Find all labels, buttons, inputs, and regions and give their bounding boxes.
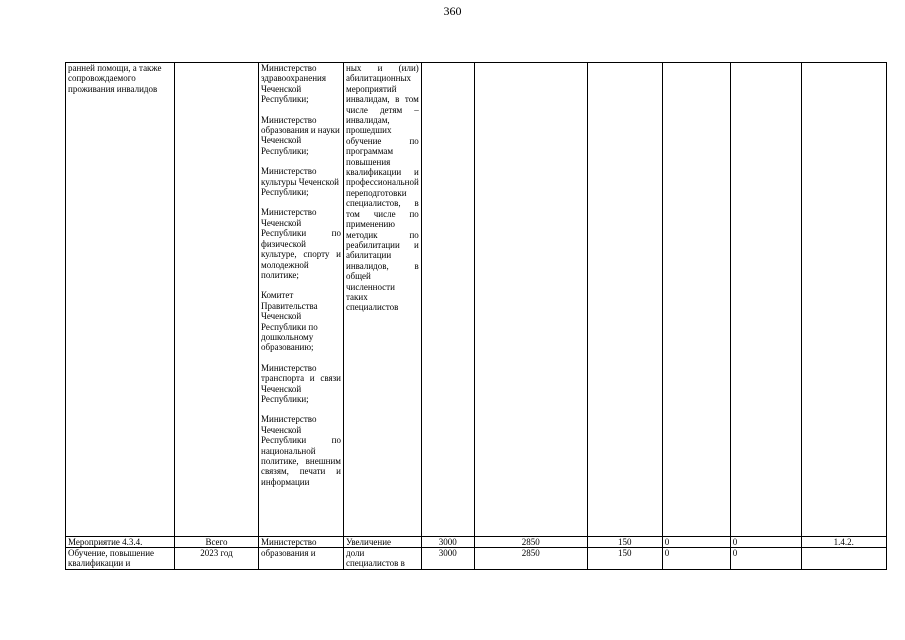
cell-indicator-ref bbox=[801, 548, 886, 570]
cell-regional-amount: 150 bbox=[587, 548, 662, 570]
table-row-event-year bbox=[66, 548, 887, 570]
executor-item: Министерство транспорта и связи Чеченской Республики; bbox=[261, 362, 341, 404]
executor-item: Министерство здравоохранения Чеченской Республики; bbox=[261, 63, 327, 105]
page-number: 360 bbox=[443, 4, 462, 18]
cell-event-name: Обучение, повышение квалификации и bbox=[66, 548, 175, 570]
cell-value-empty bbox=[587, 63, 662, 537]
cell-indicator-ref: 1.4.2. bbox=[801, 537, 886, 548]
cell-period: Всего bbox=[175, 537, 259, 548]
executor-item: Комитет Правительства Чеченской Республики по дошкольному образованию; bbox=[261, 290, 318, 353]
cell-local-amount: 0 bbox=[662, 548, 730, 570]
executor-item: Министерство Чеченской Республики по физической культуре, спорту и молодежной политике; bbox=[261, 207, 341, 280]
cell-event-name-continued: ранней помощи, а также сопровождаемого проживания инвалидов bbox=[66, 63, 175, 537]
cell-value-empty bbox=[801, 63, 886, 537]
program-table bbox=[65, 62, 887, 570]
cell-value-empty bbox=[421, 63, 474, 537]
cell-executor: Министерство bbox=[259, 537, 344, 548]
cell-other-amount: 0 bbox=[730, 537, 801, 548]
cell-executors bbox=[259, 63, 344, 537]
cell-value-empty bbox=[474, 63, 587, 537]
cell-federal-amount: 2850 bbox=[474, 548, 587, 570]
cell-indicator: Увеличение bbox=[344, 537, 422, 548]
executor-item: Министерство культуры Чеченской Республики; bbox=[261, 166, 339, 198]
executor-item: Министерство Чеченской Республики по национальной политике, внешним связям, печати и информации bbox=[261, 414, 341, 487]
cell-value-empty bbox=[730, 63, 801, 537]
cell-indicator: доли специалистов в bbox=[344, 548, 422, 570]
cell-period: 2023 год bbox=[175, 548, 259, 570]
cell-total-amount: 3000 bbox=[421, 548, 474, 570]
table-row-continuation bbox=[66, 63, 887, 537]
table-row-event-total bbox=[66, 537, 887, 548]
cell-executor: образования и bbox=[259, 548, 344, 570]
cell-period-empty bbox=[175, 63, 259, 537]
cell-total-amount: 3000 bbox=[421, 537, 474, 548]
cell-value-empty bbox=[662, 63, 730, 537]
cell-federal-amount: 2850 bbox=[474, 537, 587, 548]
cell-event-number: Мероприятие 4.3.4. bbox=[66, 537, 175, 548]
cell-indicator-description: ных и (или) абилитационных мероприятий инвалидам, в том числе детям – инвалидам, прошедших обучение по программам повышения квалификации и профессиональной переподготовки специалистов, в том числе по применению методик по реабилитации и абилитации инвалидов, в общей численности таких специалистов bbox=[344, 63, 422, 537]
executor-item: Министерство образования и науки Чеченской Республики; bbox=[261, 114, 340, 156]
cell-local-amount: 0 bbox=[662, 537, 730, 548]
cell-regional-amount: 150 bbox=[587, 537, 662, 548]
cell-other-amount: 0 bbox=[730, 548, 801, 570]
